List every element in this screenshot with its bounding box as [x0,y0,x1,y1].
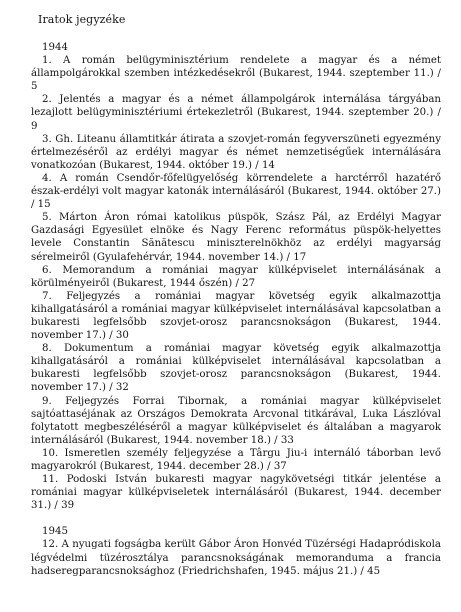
list-item: 3. Gh. Liteanu államtitkár átirata a szovjet-román fegyverszüneti egyezmény értelmezéséről az erdélyi magyar és német nemzetiségűek internálására vonatkozóan (Bukarest, 1944. október 19.) / 14 [31,133,441,171]
running-title: Iratok jegyzéke [38,13,126,26]
year-section-1945 [31,525,441,577]
list-item: 10. Ismeretlen személy feljegyzése a Târgu Jiu-i internáló táborban levő magyarokról (Bukarest, 1944. december 28.) / 37 [31,447,441,472]
list-item: 12. A nyugati fogságba került Gábor Áron Honvéd Tüzérségi Hadapródiskola légvédelmi tüzérosztálya parancsnokságának memoranduma a francia hadseregparancsnoksághoz (Friedrichshafen, 1945. május 21.) / 45 [31,539,441,577]
section-spacer [31,512,441,525]
list-item: 6. Memorandum a romániai magyar külképviselet internálásának a körülményeiről (Bukarest, 1944 őszén) / 27 [31,264,441,289]
list-item: 5. Márton Áron római katolikus püspök, Szász Pál, az Erdélyi Magyar Gazdasági Egyesület elnöke és Nagy Ferenc református püspök-helyettes levele Constantin Sănătescu miniszterelnökhöz az erdélyi magyarság sérelmeiről (Gyulafehérvár, 1944. november 14.) / 17 [31,212,441,263]
list-item: 2. Jelentés a magyar és a német állampolgárok internálása tárgyában lezajlott belügyminisztériumi értekezletről (Bukarest, 1944. szeptember 20.) / 9 [31,94,441,132]
list-item: 4. A román Csendőr-főfelügyelőség körrendelete a harctérről hazatérő észak-erdélyi volt magyar katonák internálásáról (Bukarest, 1944. október 27.) / 15 [31,172,441,211]
list-item: 7. Feljegyzés a romániai magyar követség egyik alkalmazottja kihallgatásáról a romániai magyar külképviselet internálásával kapcsolatban a bukaresti legfelsőbb szovjet-orosz parancsnokságon (Bukarest, 1944. november 17.) / 30 [31,290,441,342]
list-item: 8. Dokumentum a romániai magyar követség egyik alkalmazottja kihallgatásáról a romániai külképviselet internálásával kapcsolatban a bukaresti legfelsőbb szovjet-orosz parancsnokságon (Bukarest, 1944. november 17.) / 32 [31,343,441,394]
list-item: 9. Feljegyzés Forrai Tibornak, a romániai magyar külképviselet sajtóattaséjának az Országos Demokrata Arcvonal titkárával, Luka Lászlóval folytatott megbeszéléséről a magyar külképviselet és általában a magyarok internálásáról (Bukarest, 1944. november 18.) / 33 [31,395,441,446]
year-heading: 1945 [42,526,68,538]
list-item: 1. A román belügyminisztérium rendelete a magyar és a német állampolgárokkal szemben intézkedésekről (Bukarest, 1944. szeptember 11.) / 5 [31,55,441,93]
list-item: 11. Podoski István bukaresti magyar nagykövetségi titkár jelentése a romániai magyar külképviseletek internálásáról (Bukarest, 1944. december 31.) / 39 [31,474,441,512]
year-section-1944 [31,41,441,512]
year-heading: 1944 [42,42,68,53]
document-list [31,41,441,578]
